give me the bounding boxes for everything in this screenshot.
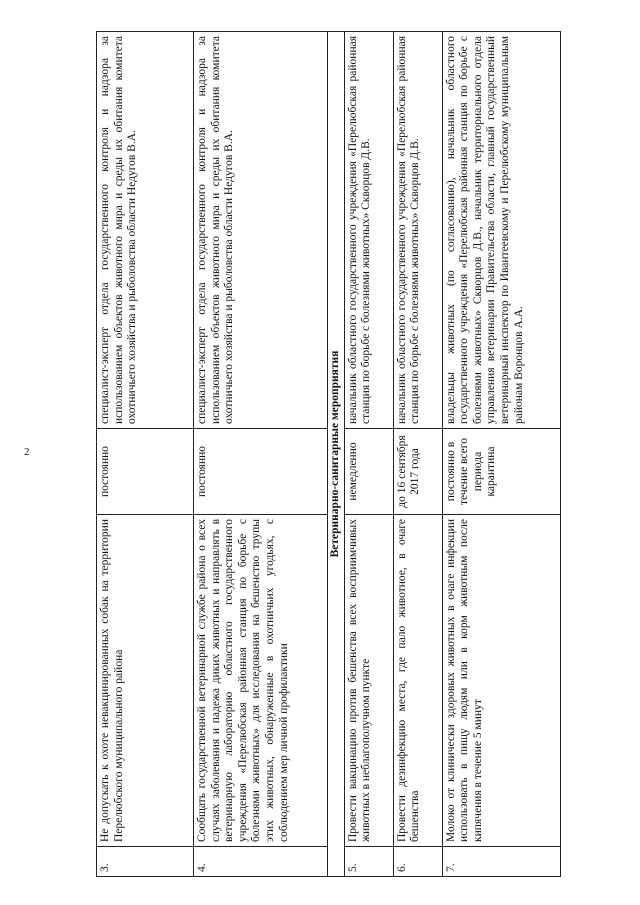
- action-cell: Молоко от клинически здоровых животных в очаге инфекции использовать в пищу людям или в корм животным после кипячения в течение 5 минут: [442, 515, 560, 847]
- row-number: 6.: [393, 847, 442, 877]
- table-row: [97, 32, 194, 877]
- term-cell: постоянно в течение всего периода карантина: [442, 429, 560, 515]
- term-cell: постоянно: [194, 429, 328, 515]
- row-number: 7.: [442, 847, 560, 877]
- responsible-cell: владельцы животных (по согласованию), начальник областного государственного учреждения «Перелюбская районная станция по борьбе с болезнями животных» Скворцов Д.В., начальник территориального отдела управления ветеринарии Правительства области, главный государственный ветеринарный инспектор по Ивантеевскому и Перелюбскому муниципальным районам Воронцов А.А.: [442, 32, 560, 429]
- row-number: 4.: [194, 847, 328, 877]
- table-row: [393, 32, 442, 877]
- row-number: 5.: [344, 847, 393, 877]
- term-cell: немедленно: [344, 429, 393, 515]
- action-cell: Не допускать к охоте невакцинированных собак на территории Перелюбского муниципального района: [97, 515, 194, 847]
- measures-table: [96, 31, 561, 877]
- table-row: [442, 32, 560, 877]
- action-cell: Провести вакцинацию против бешенства всех восприимчивых животных в неблагополучном пункте: [344, 515, 393, 847]
- responsible-cell: начальник областного государственного учреждения «Перелюбская районная станция по борьбе с болезнями животных» Скворцов Д.В.: [344, 32, 393, 429]
- term-cell: до 16 сентября 2017 года: [393, 429, 442, 515]
- responsible-cell: начальник областного государственного учреждения «Перелюбская районная станция по борьбе с болезнями животных» Скворцов Д.В.: [393, 32, 442, 429]
- rotated-page-content: [96, 32, 558, 877]
- page-number: 2: [24, 446, 30, 458]
- row-number: 3.: [97, 847, 194, 877]
- action-cell: Провести дезинфекцию места, где пало животное, в очаге бешенства: [393, 515, 442, 847]
- section-title: Ветеринарно-санитарные мероприятия: [328, 32, 345, 877]
- term-cell: постоянно: [97, 429, 194, 515]
- action-cell: Сообщать государственной ветеринарной службе района о всех случаях заболевания и падежа диких животных и направлять в ветеринарную лабораторию областного государственного учреждения «Перелюбская районная станция по борьбе с болезнями животных» для исследования на бешенство трупы этих животных, обнаруженные в охотничьих угодьях, с соблюдением мер личной профилактики: [194, 515, 328, 847]
- responsible-cell: специалист-эксперт отдела государственного контроля и надзора за использованием объектов животного мира и среды их обитания комитета охотничьего хозяйства и рыболовства области Недугов В.А.: [194, 32, 328, 429]
- section-row: [328, 32, 345, 877]
- responsible-cell: специалист-эксперт отдела государственного контроля и надзора за использованием объектов животного мира и среды их обитания комитета охотничьего хозяйства и рыболовства области Недугов В.А.: [97, 32, 194, 429]
- table-row: [194, 32, 328, 877]
- table-row: [344, 32, 393, 877]
